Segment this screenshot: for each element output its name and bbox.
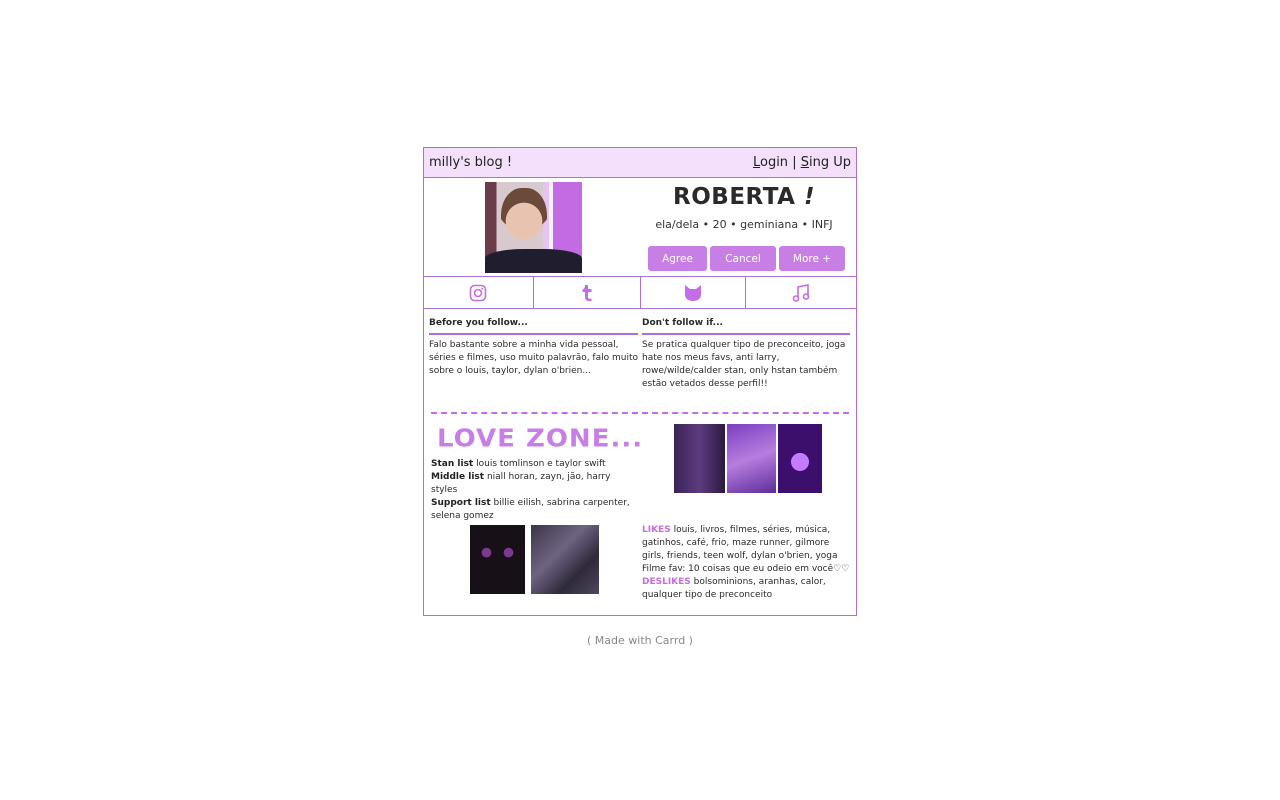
social-music[interactable] <box>746 277 856 308</box>
before-follow-section <box>429 318 638 378</box>
dont-follow-text: Se pratica qualquer tipo de preconceito, joga hate nos meus favs, anti larry, rowe/wilde/calder stan, only hstan também estão vetados desse perfil!! <box>642 340 846 389</box>
avatar <box>485 182 582 273</box>
gallery-image <box>531 525 599 594</box>
profile-name: ROBERTA ! <box>673 184 815 210</box>
stan-list: Stan list louis tomlinson e taylor swift <box>431 459 606 469</box>
cancel-button[interactable]: Cancel <box>710 246 776 271</box>
dont-follow-heading: Don't follow if... <box>642 318 850 335</box>
music-note-icon <box>791 283 811 303</box>
social-tumblr[interactable] <box>534 277 641 308</box>
agree-button[interactable]: Agree <box>648 246 707 271</box>
instagram-icon <box>469 284 487 302</box>
dont-follow-section <box>642 318 850 391</box>
before-follow-heading: Before you follow... <box>429 318 638 335</box>
dashed-divider <box>431 412 849 414</box>
social-cat[interactable] <box>641 277 747 308</box>
auth-separator: | <box>792 155 797 170</box>
before-follow-text: Falo bastante sobre a minha vida pessoal, séries e filmes, uso muito palavrão, falo muito sobre o louis, taylor, dylan o'brien... <box>429 340 638 376</box>
gallery-image <box>727 424 776 493</box>
likes-line: LIKES louis, livros, filmes, séries, música, gatinhos, café, frio, maze runner, gilmore girls, friends, teen wolf, dylan o'brien, yoga <box>642 525 838 561</box>
signup-link[interactable]: Sing Up <box>800 155 851 170</box>
profile-section <box>424 178 856 277</box>
cat-icon <box>683 284 703 302</box>
gallery-image <box>778 424 822 493</box>
profile-subtitle: ela/dela • 20 • geminiana • INFJ <box>655 218 833 231</box>
made-with-carrd-link[interactable]: ( Made with Carrd ) <box>587 634 693 647</box>
social-links <box>424 277 856 309</box>
tumblr-icon <box>580 284 594 302</box>
action-buttons <box>648 246 845 271</box>
middle-list: Middle list niall horan, zayn, jão, harry styles <box>431 472 611 495</box>
support-list: Support list billie eilish, sabrina carpenter, selena gomez <box>431 498 630 521</box>
love-zone-title: LOVE ZONE... <box>437 424 644 454</box>
gallery-image <box>470 525 525 594</box>
social-instagram[interactable] <box>424 277 534 308</box>
profile-card <box>423 147 857 616</box>
gallery-image <box>674 424 725 493</box>
login-link[interactable]: Login <box>752 155 789 170</box>
more-button[interactable]: More + <box>779 246 845 271</box>
lists-block <box>431 458 631 523</box>
dislikes-line: DESLIKES bolsominions, aranhas, calor, qualquer tipo de preconceito <box>642 577 826 600</box>
top-bar <box>424 148 856 178</box>
blog-title: milly's blog ! <box>429 155 513 170</box>
likes-block <box>642 524 852 602</box>
auth-links <box>753 155 851 170</box>
favorite-film: Filme fav: 10 coisas que eu odeio em você♡♡ <box>642 564 850 574</box>
